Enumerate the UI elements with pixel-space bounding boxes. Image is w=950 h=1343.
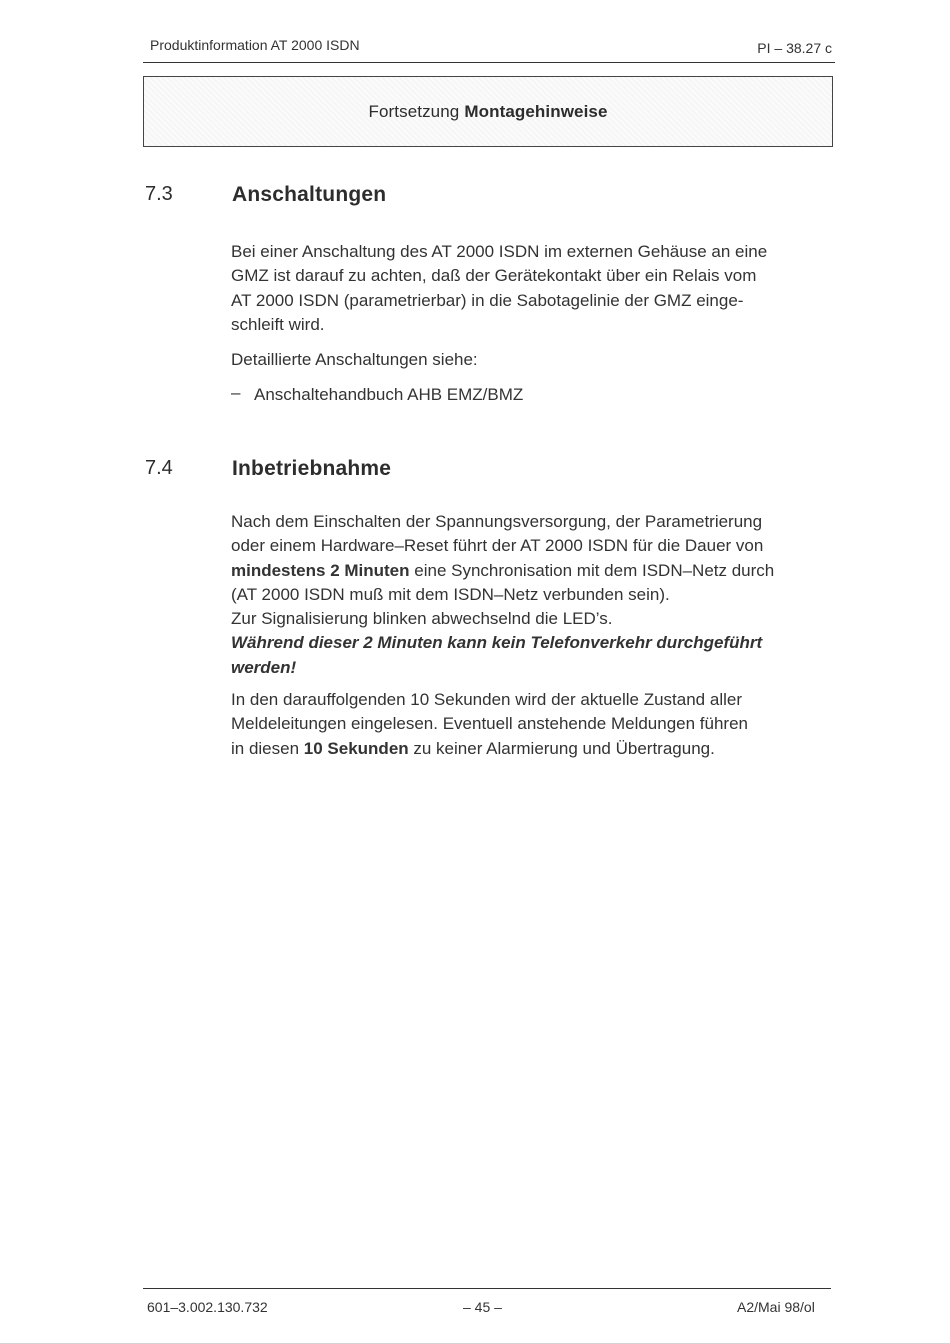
section-7-4-paragraph bbox=[231, 510, 834, 680]
section-7-4-title: Inbetriebnahme bbox=[232, 457, 392, 480]
line-pre: in diesen bbox=[231, 738, 304, 758]
section-7-3-number: 7.3 bbox=[145, 183, 173, 205]
section-7-4-line: In den darauffolgenden 10 Sekunden wird der aktuelle Zustand aller bbox=[231, 690, 742, 709]
section-7-4-line bbox=[231, 737, 834, 761]
page-number: – 45 – bbox=[463, 1299, 502, 1315]
duration-emphasis: mindestens 2 Minuten bbox=[231, 560, 410, 580]
header-rule bbox=[143, 62, 835, 63]
section-7-3-line: AT 2000 ISDN (parametrierbar) in die Sabotagelinie der GMZ einge- bbox=[231, 290, 744, 310]
list-dash: – bbox=[231, 383, 241, 402]
section-7-4-line bbox=[231, 559, 834, 583]
header-document-title: Produktinformation AT 2000 ISDN bbox=[150, 37, 360, 53]
section-7-4-line: (AT 2000 ISDN muß mit dem ISDN–Netz verbunden sein). bbox=[231, 584, 670, 604]
footer-revision: A2/Mai 98/ol bbox=[737, 1299, 815, 1315]
section-7-3-paragraph bbox=[231, 240, 834, 337]
section-7-4-paragraph-2 bbox=[231, 688, 834, 761]
section-7-4-number: 7.4 bbox=[145, 457, 173, 479]
section-7-3-line: GMZ ist darauf zu achten, daß der Gerätekontakt über ein Relais vom bbox=[231, 266, 757, 286]
section-7-3-reference-intro: Detaillierte Anschaltungen siehe: bbox=[231, 350, 478, 369]
line-post: zu keiner Alarmierung und Übertragung. bbox=[408, 738, 715, 758]
warning-line: werden! bbox=[231, 657, 297, 677]
section-7-3-title: Anschaltungen bbox=[232, 183, 387, 206]
seconds-emphasis: 10 Sekunden bbox=[303, 738, 409, 758]
header-document-code: PI – 38.27 c bbox=[757, 40, 832, 56]
footer-rule bbox=[143, 1288, 831, 1289]
section-7-3-line: Bei einer Anschaltung des AT 2000 ISDN im externen Gehäuse an eine bbox=[231, 242, 768, 261]
section-7-4-line: Nach dem Einschalten der Spannungsversorgung, der Parametrierung bbox=[231, 512, 763, 531]
continuation-banner bbox=[143, 76, 833, 147]
banner-title: Montagehinweise bbox=[464, 101, 608, 121]
section-7-4-line: oder einem Hardware–Reset führt der AT 2000 ISDN für die Dauer von bbox=[231, 536, 764, 556]
section-7-4-line: Meldeleitungen eingelesen. Eventuell anstehende Meldungen führen bbox=[231, 714, 748, 734]
section-7-4-line: Zur Signalisierung blinken abwechselnd die LED’s. bbox=[231, 609, 613, 629]
section-7-3-line: schleift wird. bbox=[231, 314, 325, 334]
footer-document-number: 601–3.002.130.732 bbox=[147, 1299, 268, 1315]
section-7-4-line-rest: eine Synchronisation mit dem ISDN–Netz durch bbox=[409, 560, 775, 580]
reference-list-item: Anschaltehandbuch AHB EMZ/BMZ bbox=[254, 385, 524, 404]
warning-line: Während dieser 2 Minuten kann kein Telefonverkehr durchgeführt bbox=[231, 633, 763, 653]
banner-prefix: Fortsetzung bbox=[368, 101, 460, 121]
